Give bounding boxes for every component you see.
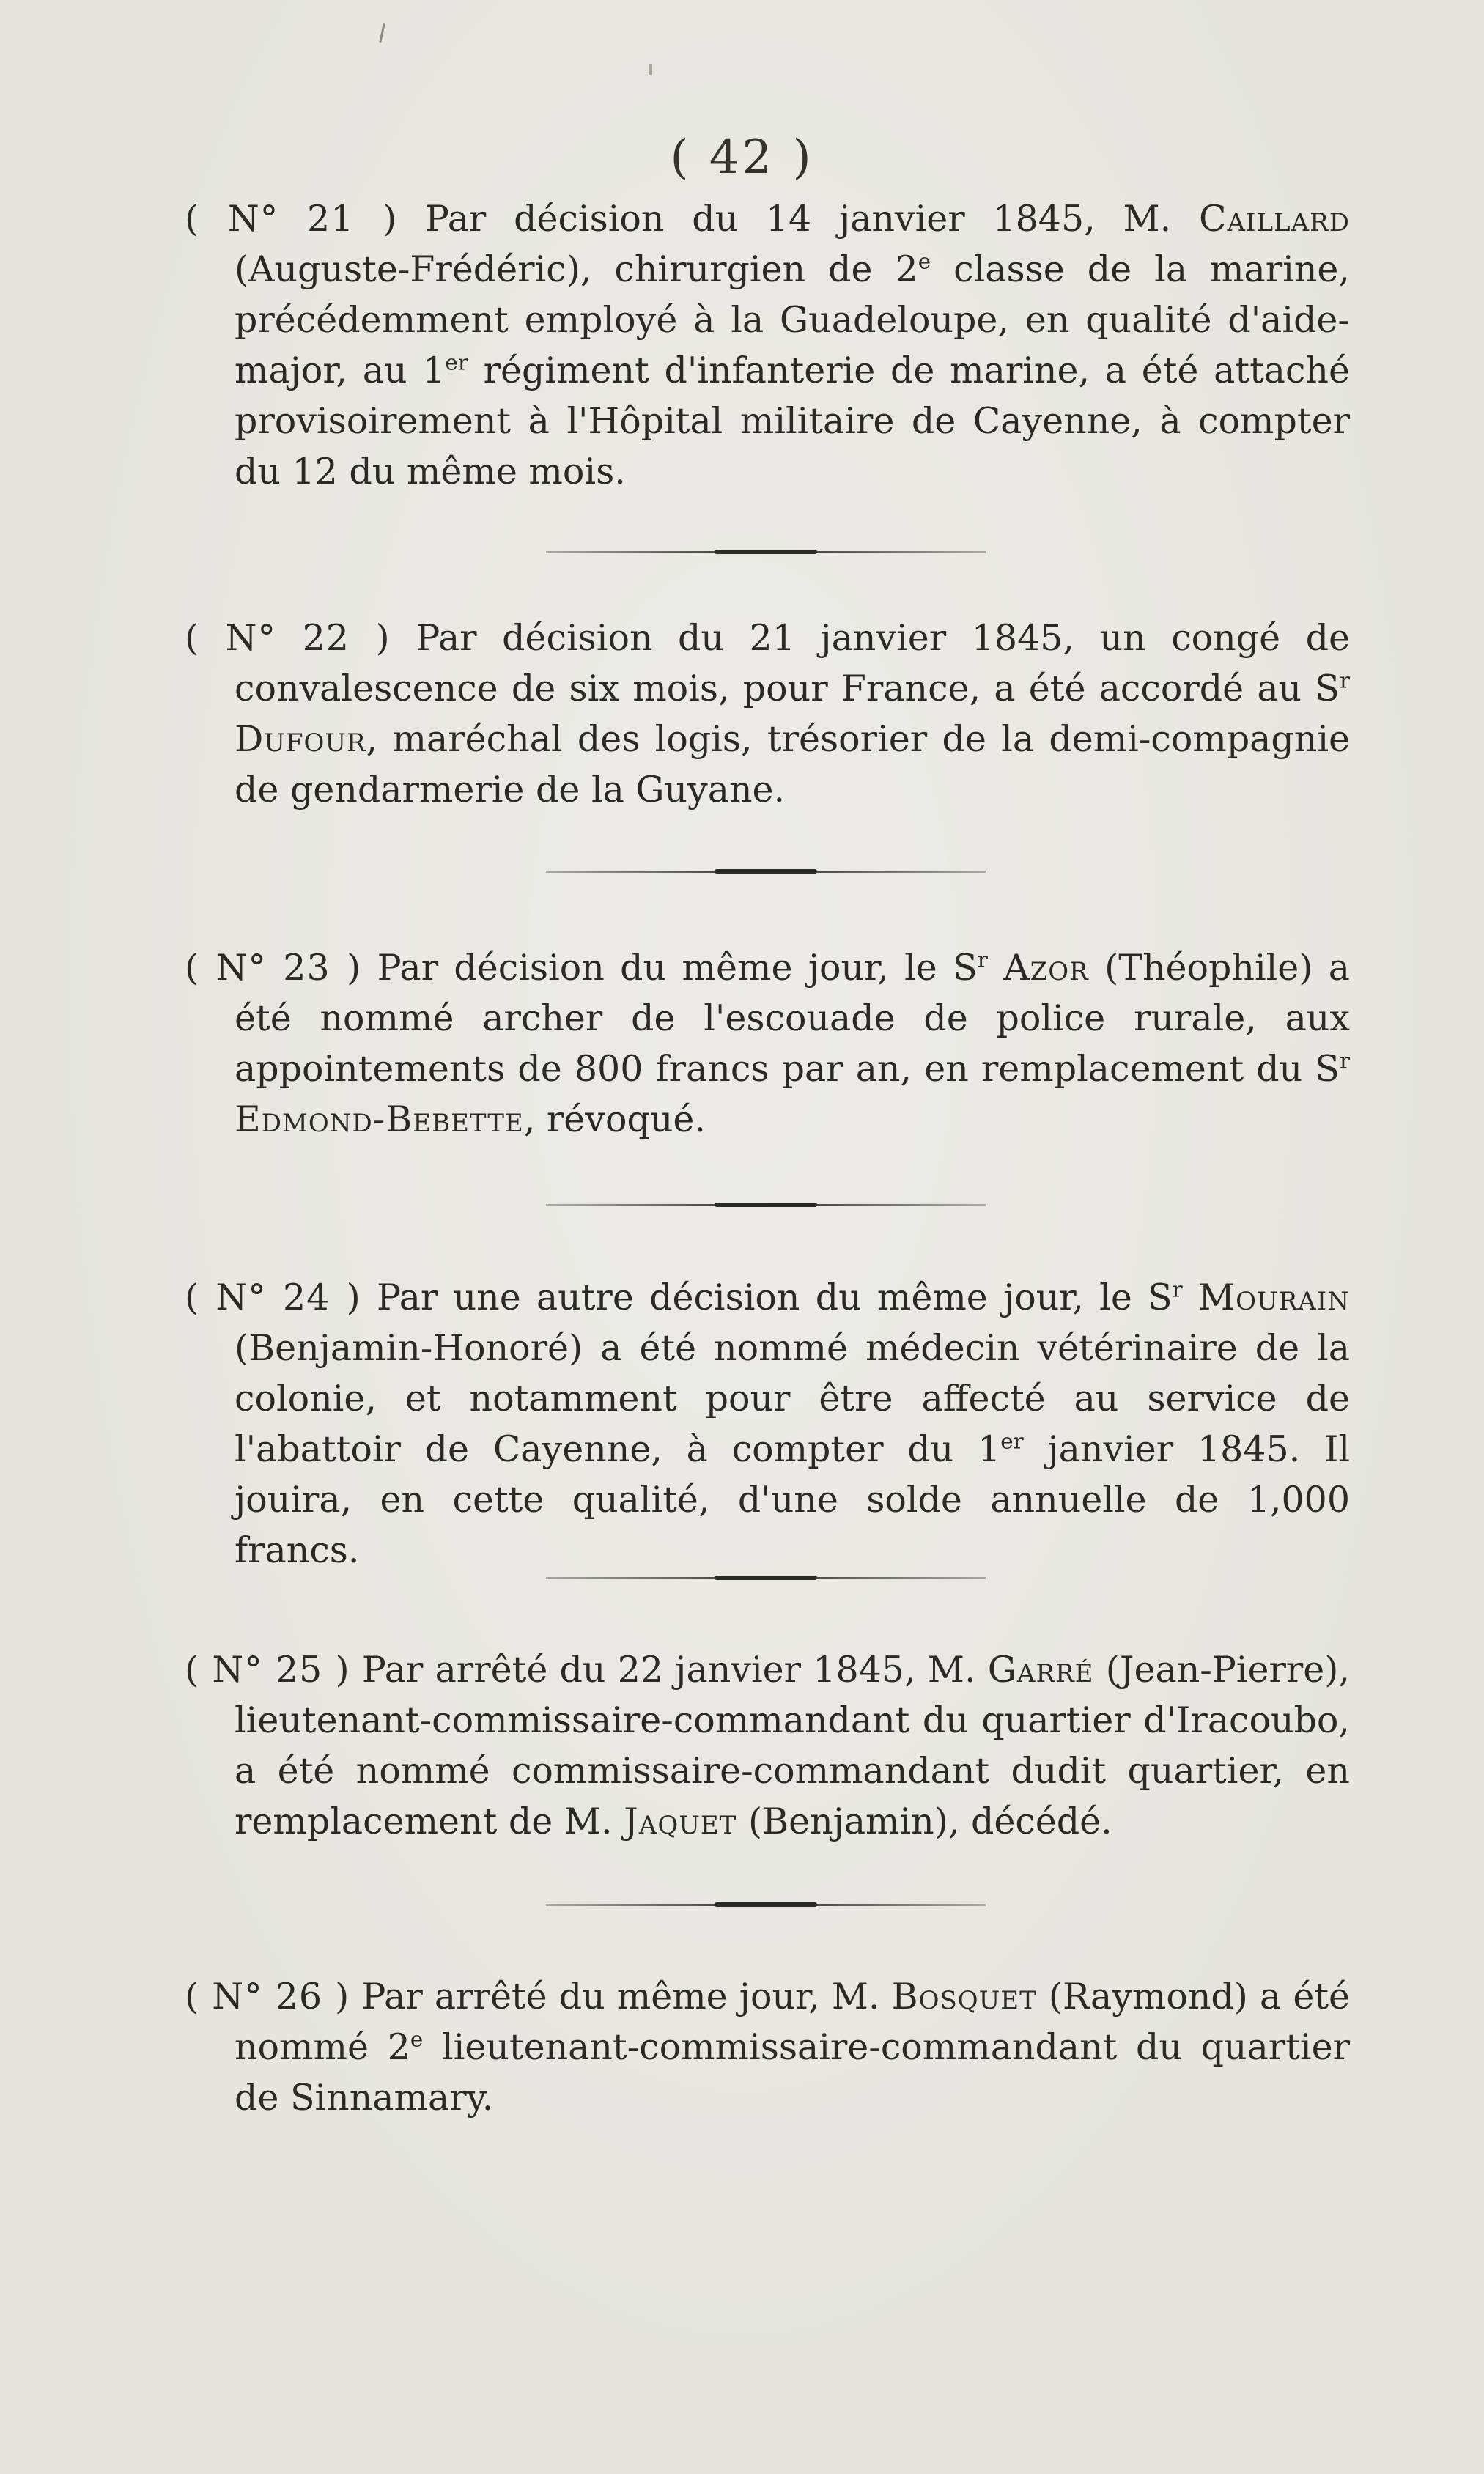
entry-text: Par décision du 21 janvier 1845, un congé de convalescence de six mois, pour France, a été accordé au S xyxy=(235,617,1351,709)
entry-paragraph xyxy=(185,613,1350,815)
entry-text: (Raymond) a été nommé 2 xyxy=(235,1976,1351,2068)
entry-text: Par décision du 14 janvier 1845, M. xyxy=(424,198,1199,240)
page-number: ( 42 ) xyxy=(670,130,814,185)
entry-text: Par arrêté du 22 janvier 1845, M. xyxy=(361,1649,988,1691)
entry-number: ( N° 24 ) xyxy=(185,1277,361,1318)
entry-paragraph xyxy=(185,1272,1350,1576)
entry-number: ( N° 22 ) xyxy=(185,617,391,659)
superscript: r xyxy=(977,947,988,972)
person-name: Mourain xyxy=(1197,1277,1350,1318)
entry-text: (Auguste-Frédéric), chirurgien de 2 xyxy=(235,248,918,290)
superscript: e xyxy=(410,2026,424,2052)
scan-mark xyxy=(649,64,652,75)
section-divider xyxy=(546,1904,986,1906)
entry-number: ( N° 23 ) xyxy=(185,947,362,989)
entry-25 xyxy=(185,1644,1350,1847)
entry-text: , maréchal des logis, trésorier de la demi-compagnie de gendarmerie de la Guyane. xyxy=(235,718,1350,810)
section-divider xyxy=(546,871,986,873)
entry-text: (Benjamin), décédé. xyxy=(737,1801,1112,1842)
entry-number: ( N° 25 ) xyxy=(185,1649,350,1691)
superscript: e xyxy=(918,248,931,274)
scan-mark xyxy=(379,23,385,43)
entry-number: ( N° 26 ) xyxy=(185,1976,350,2017)
superscript: er xyxy=(1000,1428,1024,1454)
superscript: r xyxy=(1339,668,1350,693)
person-name: Azor xyxy=(1003,947,1089,989)
person-name: Garré xyxy=(987,1649,1094,1691)
entry-text: lieutenant-commissaire-commandant du quartier de Sinnamary. xyxy=(235,2026,1350,2119)
section-divider xyxy=(546,1204,986,1206)
entry-paragraph xyxy=(185,942,1350,1145)
entry-text: Par une autre décision du même jour, le S xyxy=(376,1277,1173,1318)
superscript: r xyxy=(1172,1277,1183,1302)
entry-text: classe de la marine, précédemment employé à la Guadeloupe, en qualité d'aide-major, au 1 xyxy=(235,248,1350,391)
entry-text: (Théophile) a été nommé archer de l'escouade de police rurale, aux appointements de 800 francs par an, en remplacement du S xyxy=(235,947,1351,1090)
entry-22 xyxy=(185,613,1350,815)
entry-paragraph xyxy=(185,193,1350,497)
entry-26 xyxy=(185,1971,1350,2123)
superscript: er xyxy=(445,350,468,375)
entry-21 xyxy=(185,193,1350,497)
entry-number: ( N° 21 ) xyxy=(185,198,398,240)
section-divider xyxy=(546,551,986,553)
entry-text: (Benjamin-Honoré) a été nommé médecin vétérinaire de la colonie, et notamment pour être affecté au service de l'abattoir de Cayenne, à compter du 1 xyxy=(235,1327,1350,1470)
person-name: Caillard xyxy=(1198,198,1351,240)
person-name: Jaquet xyxy=(624,1801,737,1842)
entry-24 xyxy=(185,1272,1350,1576)
entry-text: Par arrêté du même jour, M. xyxy=(361,1976,892,2017)
entry-paragraph xyxy=(185,1971,1350,2123)
person-name: Edmond-Bebette xyxy=(235,1098,524,1140)
entry-paragraph xyxy=(185,1644,1350,1847)
entry-text: régiment d'infanterie de marine, a été attaché provisoirement à l'Hôpital militaire de Cayenne, à compter du 12 du même mois. xyxy=(235,350,1350,492)
entry-text: , révoqué. xyxy=(523,1098,706,1140)
entry-text: Par décision du même jour, le S xyxy=(377,947,978,989)
person-name: Bosquet xyxy=(891,1976,1037,2017)
person-name: Dufour xyxy=(235,718,366,760)
entry-text: (Jean-Pierre), lieutenant-commissaire-commandant du quartier d'Iracoubo, a été nommé commissaire-commandant dudit quartier, en remplacement de M. xyxy=(235,1649,1350,1842)
entry-text: janvier 1845. Il jouira, en cette qualité, d'une solde annuelle de 1,000 francs. xyxy=(235,1428,1350,1571)
superscript: r xyxy=(1339,1048,1350,1074)
section-divider xyxy=(546,1577,986,1579)
entry-23 xyxy=(185,942,1350,1145)
